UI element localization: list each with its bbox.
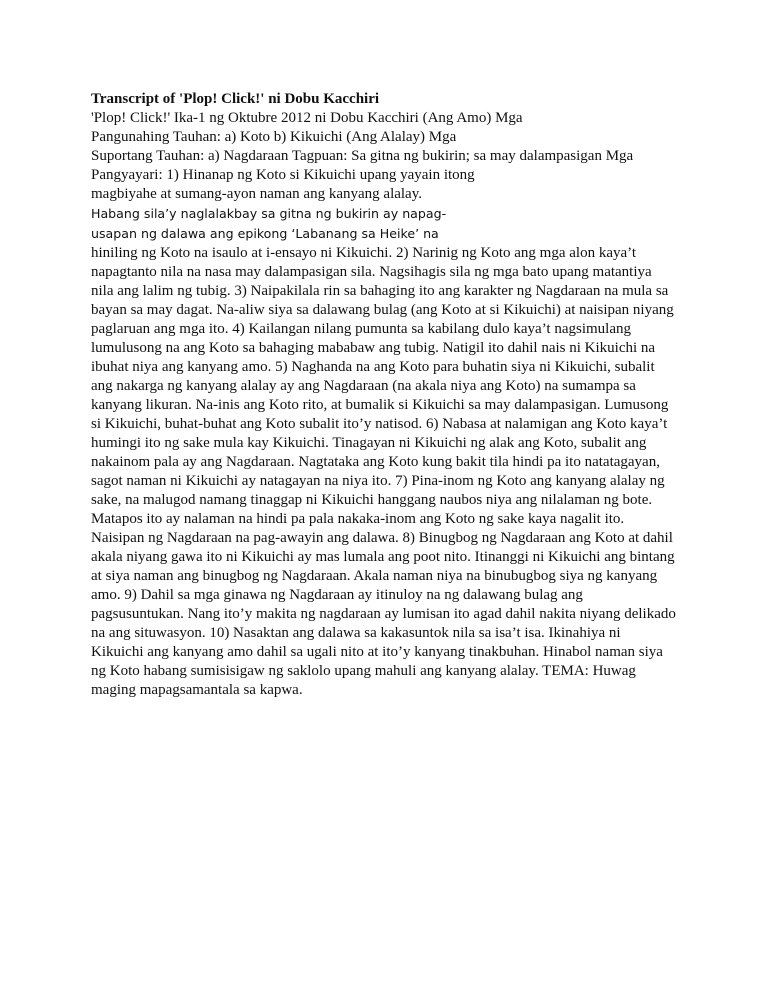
transcript-line — [91, 301, 691, 320]
transcript-line — [91, 396, 691, 415]
transcript-text: Matapos ito ay nalaman na hindi pa pala nakaka-inom ang Koto ng sake kaya nagalit ito. — [91, 511, 625, 527]
transcript-line — [91, 263, 691, 282]
transcript-line — [91, 453, 691, 472]
transcript-line — [91, 320, 691, 339]
transcript-text: at siya naman ang binugbog ng Nagdaraan. Akala naman niya na binubugbog siya ng kanyang — [91, 568, 658, 584]
transcript-line — [91, 472, 691, 491]
transcript-text: sagot naman ni Kikuichi ay natagayan na niya ito. 7) Pina-inom ng Koto ang kanyang alalay ng — [91, 473, 665, 489]
transcript-lines — [91, 109, 691, 700]
transcript-line — [91, 109, 691, 128]
transcript-text: Kikuichi ang kanyang amo dahil sa ugali nito at ito’y kanyang tinakbuhan. Hinabol naman siya — [91, 644, 663, 660]
transcript-text: paglaruan ang mga ito. 4) Kailangan nilang pumunta sa kabilang dulo kaya’t nagsimulang — [91, 321, 631, 337]
transcript-line — [91, 548, 691, 567]
transcript-text: 'Plop! Click!' Ika-1 ng Oktubre 2012 ni Dobu Kacchiri (Ang Amo) Mga — [91, 110, 523, 126]
transcript-text: nila ang lalim ng tubig. 3) Naipakilala rin sa bahaging ito ang karakter ng Nagdaraan na mula sa — [91, 283, 669, 299]
document-title: Transcript of 'Plop! Click!' ni Dobu Kacchiri — [91, 91, 380, 107]
transcript-line — [91, 415, 691, 434]
transcript-text: Suportang Tauhan: a) Nagdaraan Tagpuan: Sa gitna ng bukirin; sa may dalampasigan Mga — [91, 148, 634, 164]
transcript-line — [91, 605, 691, 624]
transcript-text: magbiyahe at sumang-ayon naman ang kanyang alalay. — [91, 186, 422, 202]
transcript-line — [91, 166, 691, 185]
transcript-text: ang nakarga ng kanyang alalay ay ang Nagdaraan (na akala niya ang Koto) na sumampa sa — [91, 378, 636, 394]
transcript-line — [91, 681, 691, 700]
transcript-text: bayan sa may dagat. Na-aliw siya sa dalawang bulag (ang Koto at si Kikuichi) at naisipan niyang — [91, 302, 674, 318]
transcript-text: usapan ng dalawa ang epikong ‘Labanang sa Heike’ na — [91, 226, 439, 241]
transcript-line — [91, 491, 691, 510]
transcript-text: Pangyayari: 1) Hinanap ng Koto si Kikuichi upang yayain itong — [91, 167, 475, 183]
transcript-text: ng Koto habang sumisisigaw ng saklolo upang mahuli ang kanyang alalay. TEMA: Huwag — [91, 663, 636, 679]
transcript-line — [91, 282, 691, 301]
transcript-line — [91, 339, 691, 358]
transcript-line — [91, 358, 691, 377]
transcript-text: ibuhat niya ang kanyang amo. 5) Naghanda na ang Koto para buhatin siya ni Kikuichi, subalit — [91, 359, 655, 375]
transcript-body — [91, 90, 691, 700]
transcript-text: pagsusuntukan. Nang ito’y makita ng nagdaraan ay lumisan ito agad dahil nakita niyang delikado — [91, 606, 676, 622]
transcript-text: sake, na malugod namang tinaggap ni Kikuichi hanggang naubos niya ang nilalaman ng bote. — [91, 492, 653, 508]
transcript-line — [91, 529, 691, 548]
transcript-text: Naisipan ng Nagdaraan na pag-awayin ang dalawa. 8) Binugbog ng Nagdaraan ang Koto at dahil — [91, 530, 673, 546]
transcript-text: amo. 9) Dahil sa mga ginawa ng Nagdaraan ay itinuloy na ng dalawang bulag ang — [91, 587, 583, 603]
transcript-text: Pangunahing Tauhan: a) Koto b) Kikuichi (Ang Alalay) Mga — [91, 129, 457, 145]
transcript-text: lumulusong na ang Koto sa bahaging mababaw ang tubig. Natigil ito dahil nais ni Kikuichi na — [91, 340, 656, 356]
transcript-line — [91, 244, 691, 263]
transcript-line — [91, 224, 691, 244]
transcript-text: na ang situwasyon. 10) Nasaktan ang dalawa sa kakasuntok nila sa isa’t isa. Ikinahiya ni — [91, 625, 621, 641]
transcript-text: akala niyang gawa ito ni Kikuichi ay mas lumala ang poot nito. Itinanggi ni Kikuichi ang bintang — [91, 549, 675, 565]
transcript-line — [91, 586, 691, 605]
transcript-line — [91, 643, 691, 662]
transcript-line — [91, 377, 691, 396]
transcript-line — [91, 662, 691, 681]
transcript-line — [91, 510, 691, 529]
transcript-text: napagtanto nila na nasa may dalampasigan sila. Nagsihagis sila ng mga bato upang matantiya — [91, 264, 652, 280]
transcript-line — [91, 204, 691, 224]
transcript-text: maging mapagsamantala sa kapwa. — [91, 682, 303, 698]
transcript-line — [91, 185, 691, 204]
transcript-text: humingi ito ng sake mula kay Kikuichi. Tinagayan ni Kikuichi ng alak ang Koto, subalit ang — [91, 435, 647, 451]
transcript-text: si Kikuichi, buhat-buhat ang Koto subalit ito’y natisod. 6) Nabasa at nalamigan ang Koto kaya’t — [91, 416, 668, 432]
transcript-line — [91, 567, 691, 586]
transcript-line — [91, 434, 691, 453]
transcript-line — [91, 128, 691, 147]
transcript-line — [91, 624, 691, 643]
transcript-text: hiniling ng Koto na isaulo at i-ensayo ni Kikuichi. 2) Narinig ng Koto ang mga alon kaya’t — [91, 245, 637, 261]
transcript-line — [91, 147, 691, 166]
transcript-text: nakainom pala ay ang Nagdaraan. Nagtataka ang Koto kung bakit tila hindi pa ito natatagayan, — [91, 454, 660, 470]
transcript-text: kanyang likuran. Na-inis ang Koto rito, at bumalik si Kikuichi sa may dalampasigan. Lumusong — [91, 397, 669, 413]
transcript-text: Habang sila’y naglalakbay sa gitna ng bukirin ay napag- — [91, 206, 447, 221]
